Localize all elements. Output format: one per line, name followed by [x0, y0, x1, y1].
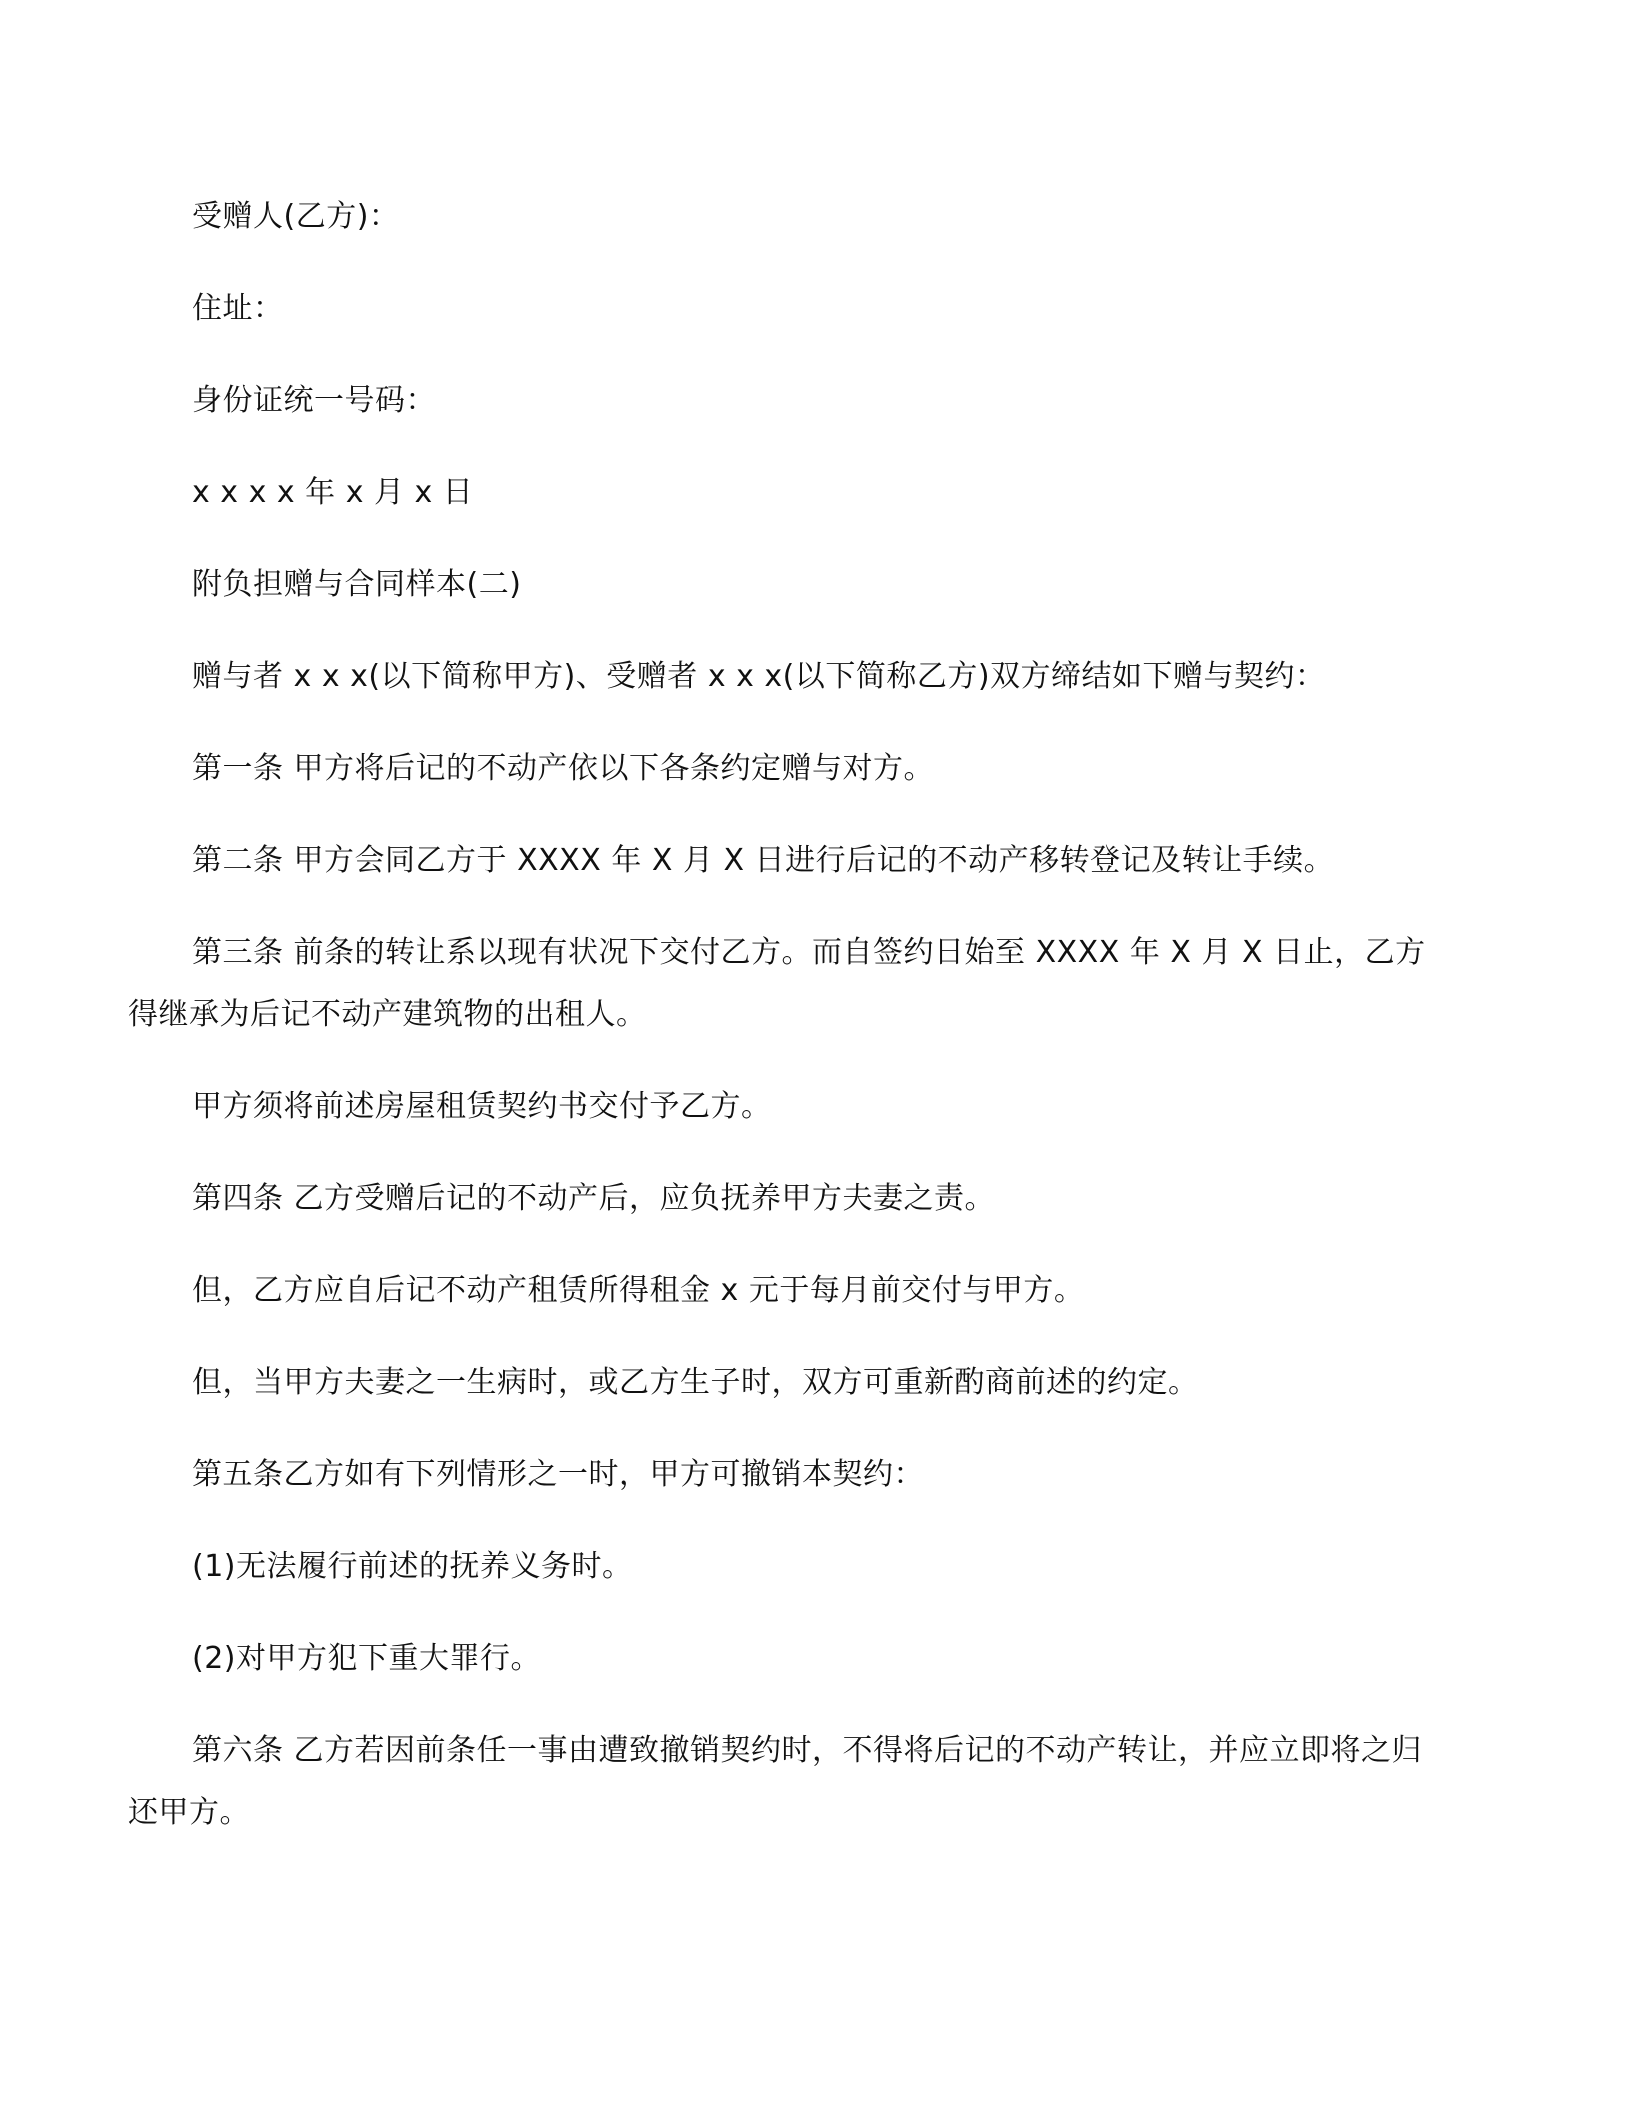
paragraph-preamble: 赠与者 x x x(以下简称甲方)、受赠者 x x x(以下简称乙方)双方缔结如下赠与契约：: [192, 659, 1326, 694]
paragraph-id-number: 身份证统一号码：: [192, 383, 436, 418]
paragraph-article-4: 第四条 乙方受赠后记的不动产后，应负抚养甲方夫妻之责。: [192, 1181, 996, 1216]
paragraph-article-1: 第一条 甲方将后记的不动产依以下各条约定赠与对方。: [192, 751, 935, 786]
paragraph-lease-delivery: 甲方须将前述房屋租赁契约书交付予乙方。: [192, 1089, 772, 1124]
paragraph-date: x x x x 年 x 月 x 日: [192, 475, 474, 510]
paragraph-item-1: (1)无法履行前述的抚养义务时。: [192, 1549, 633, 1584]
paragraph-renegotiation: 但，当甲方夫妻之一生病时，或乙方生子时，双方可重新酌商前述的约定。: [192, 1365, 1199, 1400]
paragraph-section-title: 附负担赠与合同样本(二): [192, 567, 522, 602]
paragraph-article-6: 第六条 乙方若因前条任一事由遭致撤销契约时，不得将后记的不动产转让，并应立即将之归还甲方。: [128, 1733, 1423, 1830]
paragraph-item-2: (2)对甲方犯下重大罪行。: [192, 1641, 541, 1676]
paragraph-article-2: 第二条 甲方会同乙方于 XXXX 年 X 月 X 日进行后记的不动产移转登记及转让手续。: [192, 843, 1335, 878]
paragraph-article-5: 第五条乙方如有下列情形之一时，甲方可撤销本契约：: [192, 1457, 924, 1492]
paragraph-recipient: 受赠人(乙方)：: [192, 199, 400, 234]
paragraph-article-3: 第三条 前条的转让系以现有状况下交付乙方。而自签约日始至 XXXX 年 X 月 X 日止，乙方得继承为后记不动产建筑物的出租人。: [128, 935, 1426, 1032]
paragraph-address: 住址：: [192, 291, 284, 326]
paragraph-rent-clause: 但，乙方应自后记不动产租赁所得租金 x 元于每月前交付与甲方。: [192, 1273, 1085, 1308]
